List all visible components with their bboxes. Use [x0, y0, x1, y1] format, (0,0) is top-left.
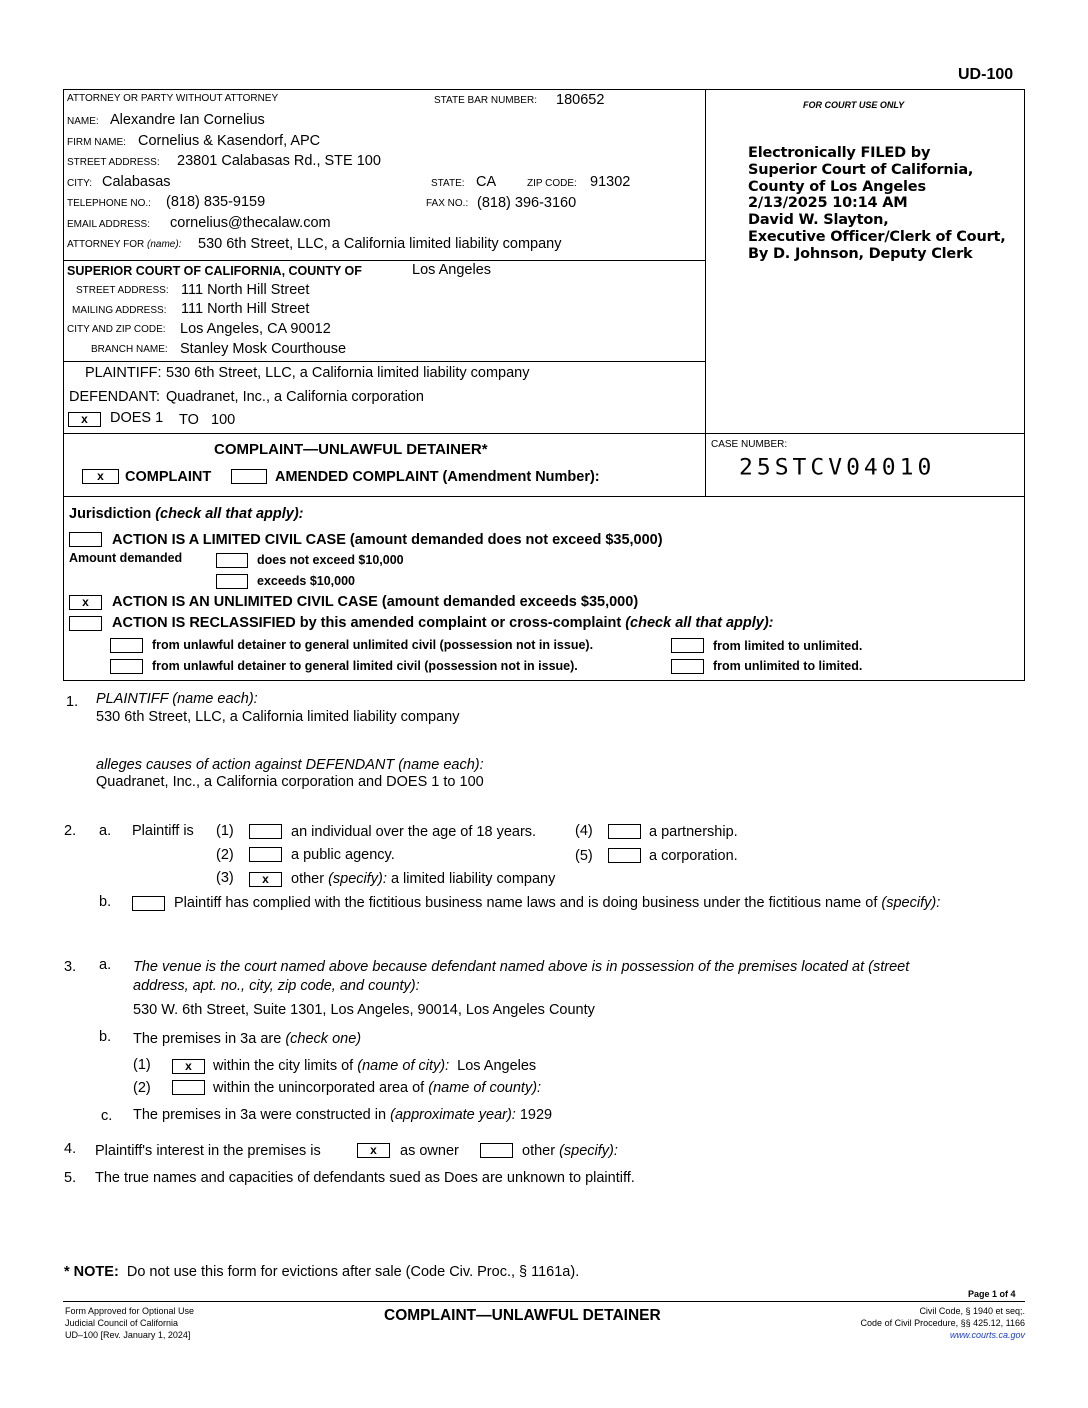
amended-checkbox[interactable]	[231, 469, 267, 484]
attorney-for-label-note: (name):	[147, 239, 182, 250]
reclass-unlimited-civil-checkbox[interactable]	[110, 638, 143, 653]
attorney-tel[interactable]: (818) 835-9159	[166, 194, 266, 210]
item2a-letter: a.	[99, 823, 112, 839]
form-title: COMPLAINT—UNLAWFUL DETAINER*	[214, 441, 488, 458]
fictitious-name-checkbox[interactable]	[132, 896, 165, 911]
premises-check-label	[133, 1031, 361, 1047]
construction-year-label	[133, 1107, 552, 1123]
divider	[63, 361, 705, 362]
courts-website-link[interactable]: www.courts.ca.gov	[949, 1330, 1025, 1340]
plaintiff-is-label: Plaintiff is	[132, 823, 194, 839]
email-label: EMAIL ADDRESS:	[67, 219, 150, 230]
option-number: (3)	[216, 870, 234, 886]
not-exceed-checkbox[interactable]	[216, 553, 248, 568]
other-interest-text: other	[522, 1143, 556, 1159]
attorney-header: ATTORNEY OR PARTY WITHOUT ATTORNEY	[67, 93, 279, 104]
case-number[interactable]: 25STCV04010	[739, 455, 936, 481]
court-cityzip-label: CITY AND ZIP CODE:	[67, 324, 166, 335]
name-label: NAME:	[67, 116, 99, 127]
fictitious-name-text: Plaintiff has complied with the fictitious business name laws and is doing business under the fictitious name of	[174, 895, 878, 911]
reclassified-checkbox[interactable]	[69, 616, 102, 631]
divider	[705, 89, 706, 497]
public-agency-label: a public agency.	[291, 847, 395, 863]
footer-left-line: Judicial Council of California	[65, 1318, 179, 1328]
fictitious-name-label	[174, 895, 940, 911]
item3a-letter: a.	[99, 957, 112, 973]
reclass-limited-to-unlimited-checkbox[interactable]	[671, 638, 704, 653]
reclass-unlimited-to-limited-checkbox[interactable]	[671, 659, 704, 674]
stamp-line: Executive Officer/Clerk of Court,	[748, 228, 1006, 245]
divider	[63, 433, 1025, 434]
city-limits-text: within the city limits of	[213, 1058, 354, 1074]
attorney-for[interactable]: 530 6th Street, LLC, a California limited liability company	[198, 236, 562, 252]
construction-year-specify: (approximate year):	[390, 1107, 516, 1123]
court-use-label: FOR COURT USE ONLY	[803, 100, 905, 110]
construction-year[interactable]: 1929	[519, 1107, 553, 1123]
premises-check-text: The premises in 3a are	[133, 1031, 282, 1047]
attorney-city[interactable]: Calabasas	[102, 174, 171, 190]
defendant-label: DEFENDANT:	[69, 389, 161, 405]
unincorporated-label	[213, 1080, 541, 1096]
reclassified-label-note: (check all that apply):	[625, 615, 774, 631]
complaint-label: COMPLAINT	[125, 469, 212, 485]
attorney-fax[interactable]: (818) 396-3160	[477, 195, 577, 211]
zip-label: ZIP CODE:	[527, 178, 577, 189]
venue-text-line2: address, apt. no., city, zip code, and county):	[133, 978, 420, 994]
option-number: (2)	[216, 847, 234, 863]
item1-label: PLAINTIFF (name each):	[96, 691, 258, 707]
item3b-letter: b.	[99, 1029, 112, 1045]
court-cityzip[interactable]: Los Angeles, CA 90012	[180, 321, 331, 337]
court-street[interactable]: 111 North Hill Street	[181, 282, 310, 298]
owner-label: as owner	[400, 1143, 459, 1159]
option-number: (1)	[216, 823, 234, 839]
city-label: CITY:	[67, 178, 93, 189]
item1-defendant[interactable]: Quadranet, Inc., a California corporation and DOES 1 to 100	[96, 774, 484, 790]
option-number: (2)	[133, 1080, 151, 1096]
premises-check-note: (check one)	[285, 1031, 362, 1047]
footer-left-line: Form Approved for Optional Use	[65, 1306, 195, 1316]
reclass-limited-civil-checkbox[interactable]	[110, 659, 143, 674]
city-limits-label	[213, 1058, 536, 1074]
jurisdiction-label-note: (check all that apply):	[155, 506, 304, 522]
stamp-line: 2/13/2025 10:14 AM	[748, 195, 908, 212]
court-title: SUPERIOR COURT OF CALIFORNIA, COUNTY OF	[67, 264, 362, 278]
reclass-limited-to-unlimited-label: from limited to unlimited.	[713, 639, 863, 653]
public-agency-checkbox[interactable]	[249, 847, 282, 862]
bar-label: STATE BAR NUMBER:	[434, 95, 537, 106]
form-id: UD-100	[958, 66, 1014, 83]
corporation-checkbox[interactable]	[608, 848, 641, 863]
firm-name[interactable]: Cornelius & Kasendorf, APC	[138, 133, 321, 149]
footer-right-line: Code of Civil Procedure, §§ 425.12, 1166	[860, 1318, 1025, 1328]
reclass-unlimited-civil-label: from unlawful detainer to general unlimited civil (possession not in issue).	[152, 638, 594, 652]
stamp-line: By D. Johnson, Deputy Clerk	[748, 245, 973, 262]
court-county[interactable]: Los Angeles	[412, 262, 492, 278]
not-exceed-label: does not exceed $10,000	[257, 553, 404, 567]
item3-number: 3.	[64, 959, 77, 975]
unlimited-checkbox[interactable]: x	[69, 595, 102, 610]
exceeds-label: exceeds $10,000	[257, 574, 356, 588]
unincorporated-checkbox[interactable]	[172, 1080, 205, 1095]
attorney-state[interactable]: CA	[476, 174, 497, 190]
fax-label: FAX NO.:	[426, 198, 469, 209]
partnership-label: a partnership.	[649, 824, 738, 840]
does-count[interactable]: 100	[211, 412, 236, 428]
venue-text-line1: The venue is the court named above because defendant named above is in possession of the premises located at (street	[133, 959, 910, 975]
reclass-unlimited-to-limited-label: from unlimited to limited.	[713, 659, 863, 673]
court-mailing[interactable]: 111 North Hill Street	[181, 301, 310, 317]
street-label: STREET ADDRESS:	[67, 157, 160, 168]
divider	[63, 260, 705, 261]
attorney-for-label-text: ATTORNEY FOR	[67, 239, 145, 250]
city-limits-specify: (name of city):	[357, 1058, 450, 1074]
reclassified-label	[112, 615, 773, 631]
note	[64, 1264, 579, 1280]
individual-label: an individual over the age of 18 years.	[291, 824, 537, 840]
footer-left	[65, 1305, 194, 1341]
other-interest-specify: (specify):	[559, 1143, 618, 1159]
filing-stamp	[748, 145, 1006, 263]
item4-number: 4.	[64, 1141, 77, 1157]
stamp-line: Superior Court of California,	[748, 161, 974, 178]
amount-demanded-label: Amount demanded	[69, 551, 183, 565]
footer-left-line: UD–100 [Rev. January 1, 2024]	[65, 1330, 191, 1340]
jurisdiction-label-text: Jurisdiction	[69, 506, 152, 522]
other-interest-label	[522, 1143, 618, 1159]
case-number-label: CASE NUMBER:	[711, 439, 788, 450]
corporation-label: a corporation.	[649, 848, 738, 864]
limited-checkbox[interactable]	[69, 532, 102, 547]
interest-label: Plaintiff's interest in the premises is	[95, 1143, 321, 1159]
unlimited-label: ACTION IS AN UNLIMITED CIVIL CASE (amount demanded exceeds $35,000)	[112, 594, 639, 610]
defendant-name[interactable]: Quadranet, Inc., a California corporation	[166, 389, 424, 405]
other-entity-label	[291, 871, 555, 887]
does-checkbox[interactable]: x	[68, 412, 101, 427]
unincorporated-text: within the unincorporated area of	[213, 1080, 425, 1096]
item5-number: 5.	[64, 1170, 77, 1186]
other-entity-text: other	[291, 871, 325, 887]
city-name[interactable]: Los Angeles	[457, 1058, 537, 1074]
footer-title: COMPLAINT—UNLAWFUL DETAINER	[384, 1307, 661, 1324]
firm-label: FIRM NAME:	[67, 137, 126, 148]
attorney-for-label	[67, 239, 181, 250]
amended-label: AMENDED COMPLAINT (Amendment Number):	[275, 469, 600, 485]
fictitious-name-specify: (specify):	[881, 895, 941, 911]
note-text: Do not use this form for evictions after sale (Code Civ. Proc., § 1161a).	[126, 1264, 580, 1280]
individual-checkbox[interactable]	[249, 824, 282, 839]
reclassified-label-text: ACTION IS RECLASSIFIED by this amended complaint or cross-complaint	[112, 615, 622, 631]
state-label: STATE:	[431, 178, 465, 189]
stamp-line: David W. Slayton,	[748, 212, 889, 229]
attorney-zip[interactable]: 91302	[590, 174, 631, 190]
note-label: * NOTE:	[64, 1264, 119, 1280]
court-branch-label: BRANCH NAME:	[91, 344, 168, 355]
court-branch[interactable]: Stanley Mosk Courthouse	[180, 341, 347, 357]
construction-year-text: The premises in 3a were constructed in	[133, 1107, 387, 1123]
complaint-checkbox[interactable]: x	[82, 469, 119, 484]
other-entity-value[interactable]: a limited liability company	[390, 871, 556, 887]
owner-checkbox[interactable]: x	[357, 1143, 390, 1158]
option-number: (1)	[133, 1057, 151, 1073]
bar-number[interactable]: 180652	[556, 92, 605, 108]
footer-right	[861, 1305, 1025, 1341]
item5-text: The true names and capacities of defendants sued as Does are unknown to plaintiff.	[95, 1170, 635, 1186]
item1-alleges: alleges causes of action against DEFENDANT (name each):	[96, 757, 484, 773]
other-entity-specify: (specify):	[328, 871, 387, 887]
partnership-checkbox[interactable]	[608, 824, 641, 839]
attorney-name[interactable]: Alexandre Ian Cornelius	[110, 112, 265, 128]
attorney-street[interactable]: 23801 Calabasas Rd., STE 100	[177, 153, 381, 169]
stamp-line: County of Los Angeles	[748, 178, 926, 195]
exceeds-checkbox[interactable]	[216, 574, 248, 589]
reclass-limited-civil-label: from unlawful detainer to general limited civil (possession not in issue).	[152, 659, 578, 673]
stamp-line: Electronically FILED by	[748, 145, 931, 161]
does-to: TO	[179, 412, 199, 428]
city-limits-checkbox[interactable]: x	[172, 1059, 205, 1074]
divider	[63, 496, 1025, 497]
jurisdiction-label	[69, 506, 303, 522]
limited-label: ACTION IS A LIMITED CIVIL CASE (amount demanded does not exceed $35,000)	[112, 532, 663, 548]
plaintiff-label: PLAINTIFF:	[85, 365, 162, 381]
court-street-label: STREET ADDRESS:	[76, 285, 169, 296]
attorney-email[interactable]: cornelius@thecalaw.com	[170, 215, 331, 231]
tel-label: TELEPHONE NO.:	[67, 198, 151, 209]
item1-number: 1.	[66, 694, 79, 710]
footer-rule	[63, 1301, 1025, 1302]
court-mailing-label: MAILING ADDRESS:	[72, 305, 167, 316]
premises-address[interactable]: 530 W. 6th Street, Suite 1301, Los Angeles, 90014, Los Angeles County	[133, 1002, 595, 1018]
item2-number: 2.	[64, 823, 77, 839]
other-entity-checkbox[interactable]: x	[249, 872, 282, 887]
plaintiff-name[interactable]: 530 6th Street, LLC, a California limited liability company	[166, 365, 530, 381]
does-label: DOES 1	[110, 410, 164, 426]
item2b-letter: b.	[99, 894, 112, 910]
item3c-letter: c.	[101, 1108, 113, 1124]
option-number: (4)	[575, 823, 593, 839]
option-number: (5)	[575, 848, 593, 864]
unincorporated-specify: (name of county):	[428, 1080, 542, 1096]
footer-right-line: Civil Code, § 1940 et seq;.	[919, 1306, 1025, 1316]
other-interest-checkbox[interactable]	[480, 1143, 513, 1158]
page-number: Page 1 of 4	[968, 1289, 1016, 1299]
item1-plaintiff[interactable]: 530 6th Street, LLC, a California limited liability company	[96, 709, 460, 725]
